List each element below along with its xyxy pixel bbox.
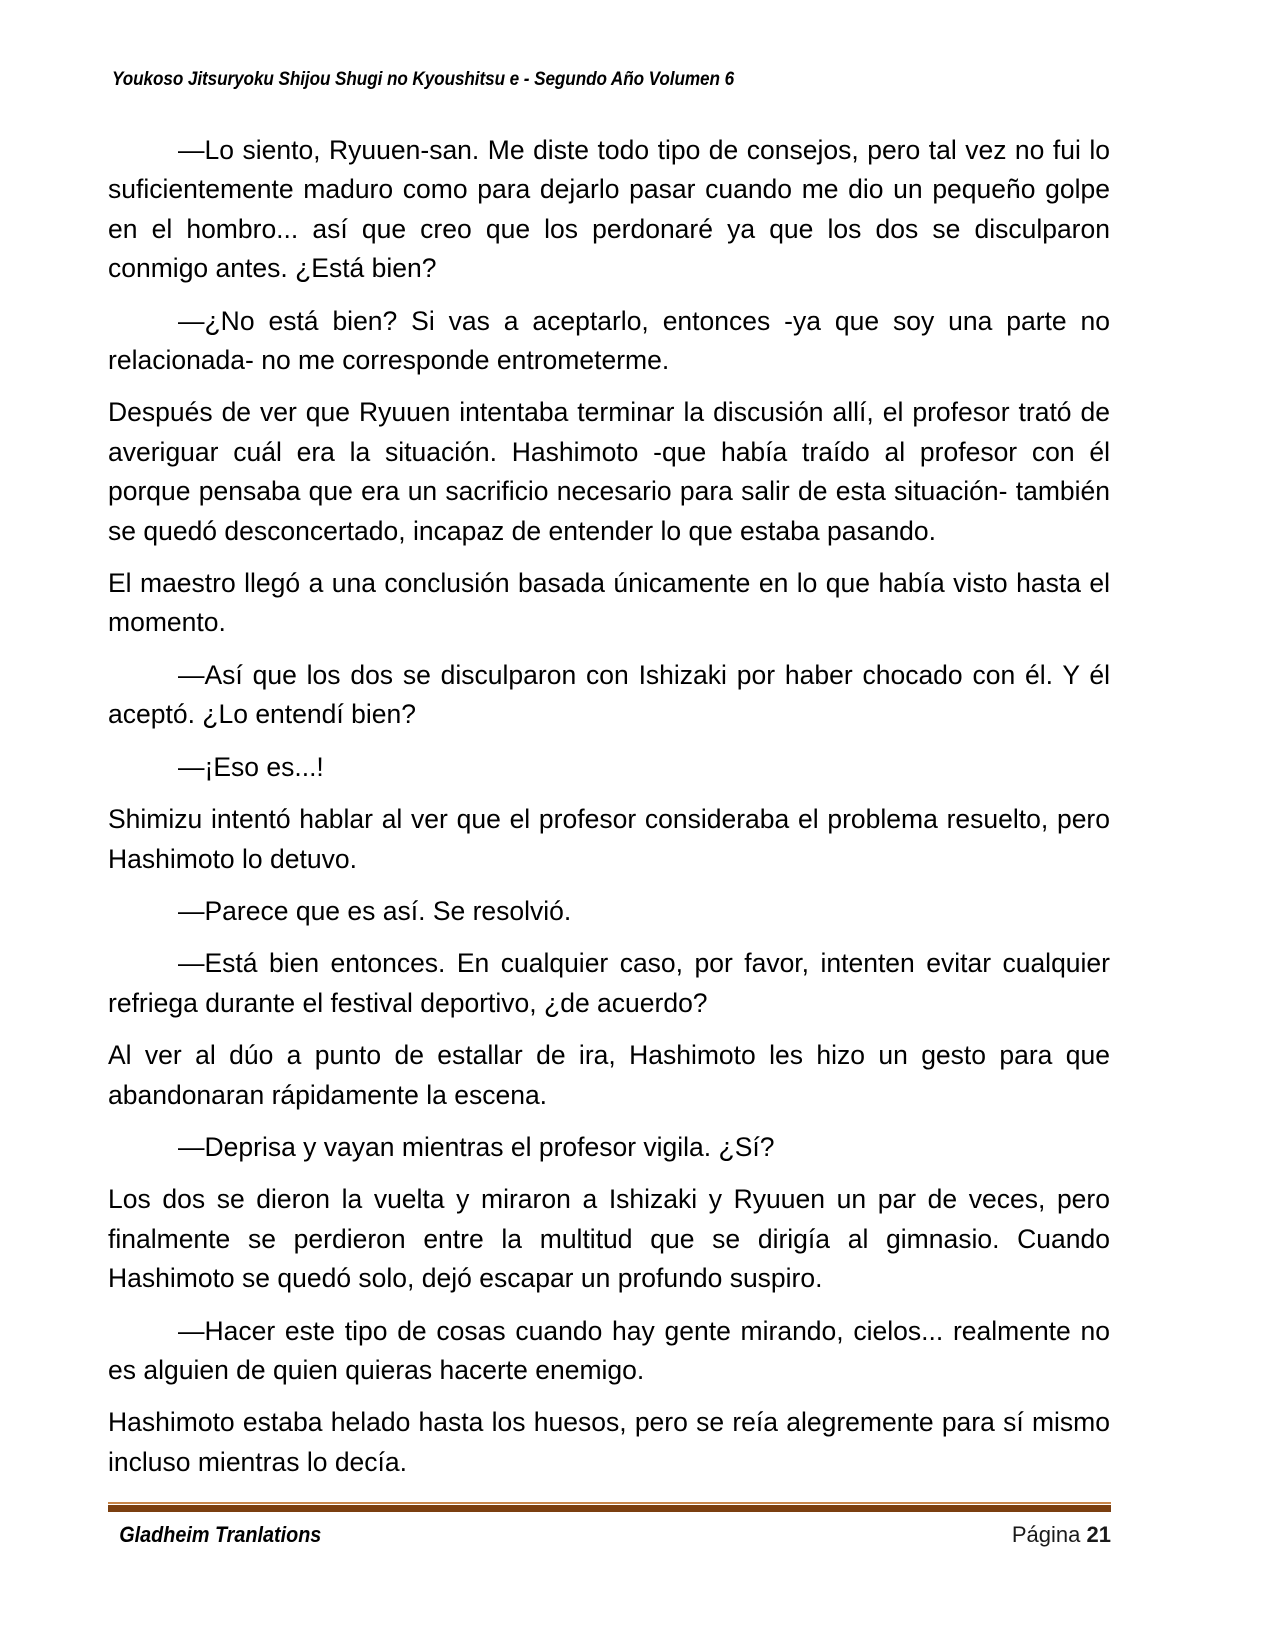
body-paragraph: —Deprisa y vayan mientras el profesor vigila. ¿Sí? xyxy=(178,1131,775,1162)
body-paragraph: —Así que los dos se disculparon con Ishizaki por haber chocado con él. Y él aceptó. ¿Lo entendí bien? xyxy=(108,659,1110,730)
footer-page-indicator xyxy=(1012,1522,1111,1548)
footer-divider xyxy=(108,1502,1111,1513)
footer-page-number: 21 xyxy=(1086,1522,1111,1547)
body-paragraph: —Hacer este tipo de cosas cuando hay gente mirando, cielos... realmente no es alguien de quien quieras hacerte enemigo. xyxy=(108,1315,1110,1385)
page-footer xyxy=(108,1522,1111,1548)
body-paragraph: Los dos se dieron la vuelta y miraron a Ishizaki y Ryuuen un par de veces, pero finalmente se perdieron entre la multitud que se dirigía al gimnasio. Cuando Hashimoto se quedó solo, dejó escapar un profundo suspiro. xyxy=(108,1184,1110,1294)
body-paragraph: —¡Eso es...! xyxy=(178,751,324,782)
footer-page-label: Página xyxy=(1011,1522,1081,1547)
page-header-title: Youkoso Jitsuryoku Shijou Shugi no Kyoushitsu e - Segundo Año Volumen 6 xyxy=(112,68,735,90)
footer-divider-thick-line xyxy=(108,1505,1111,1512)
body-paragraph: Al ver al dúo a punto de estallar de ira, Hashimoto les hizo un gesto para que abandonaran rápidamente la escena. xyxy=(108,1040,1110,1110)
body-paragraph: El maestro llegó a una conclusión basada únicamente en lo que había visto hasta el momento. xyxy=(108,568,1110,638)
footer-credit: Gladheim Tranlations xyxy=(119,1522,322,1547)
body-paragraph: —¿No está bien? Si vas a aceptarlo, entonces -ya que soy una parte no relacionada- no me corresponde entrometerme. xyxy=(108,305,1110,376)
body-paragraph: —Parece que es así. Se resolvió. xyxy=(178,895,572,926)
body-paragraph: —Está bien entonces. En cualquier caso, por favor, intenten evitar cualquier refriega durante el festival deportivo, ¿de acuerdo? xyxy=(108,948,1110,1018)
body-text-column xyxy=(108,131,1110,1482)
body-paragraph: Shimizu intentó hablar al ver que el profesor consideraba el problema resuelto, pero Hashimoto lo detuvo. xyxy=(108,804,1110,874)
body-paragraph: Después de ver que Ryuuen intentaba terminar la discusión allí, el profesor trató de averiguar cuál era la situación. Hashimoto -que había traído al profesor con él porque pensaba que era un sacrificio necesario para salir de esta situación- también se quedó desconcertado, incapaz de entender lo que estaba pasando. xyxy=(108,397,1110,546)
body-paragraph: Hashimoto estaba helado hasta los huesos, pero se reía alegremente para sí mismo incluso mientras lo decía. xyxy=(108,1407,1110,1477)
body-paragraph: —Lo siento, Ryuuen-san. Me diste todo tipo de consejos, pero tal vez no fui lo suficientemente maduro como para dejarlo pasar cuando me dio un pequeño golpe en el hombro... así que creo que los perdonaré ya que los dos se disculparon conmigo antes. ¿Está bien? xyxy=(108,135,1110,284)
